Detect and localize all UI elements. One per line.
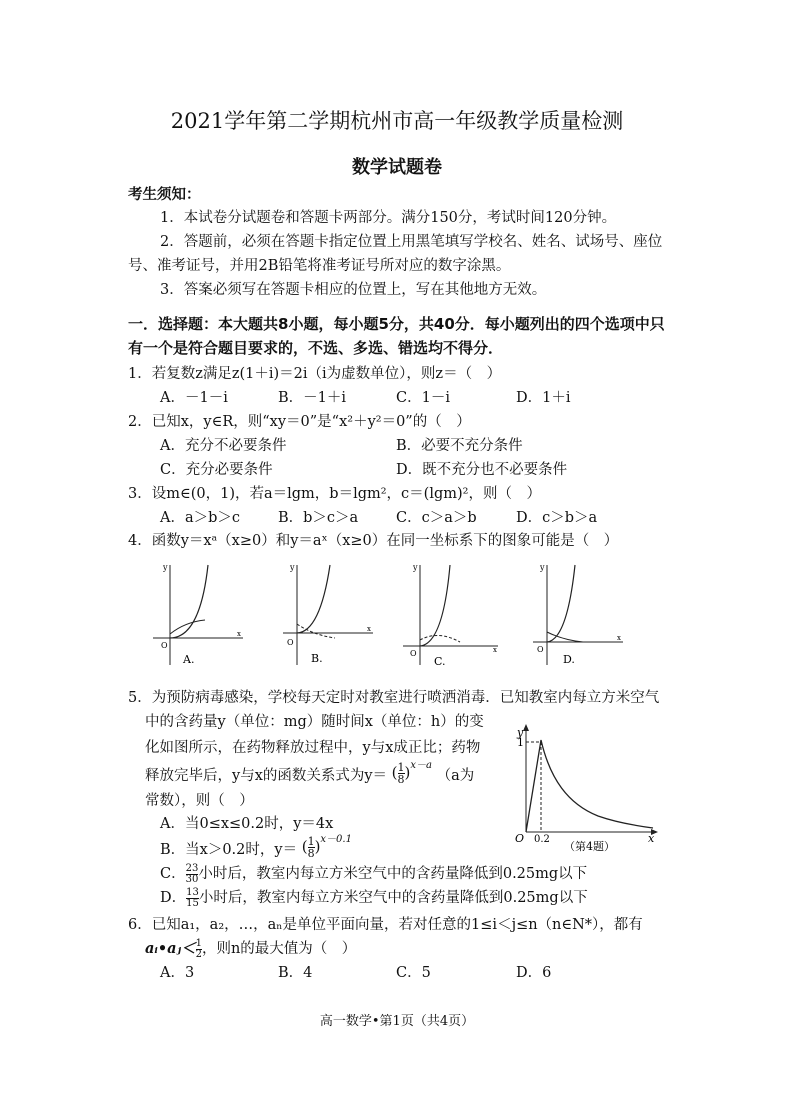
q4-b-x-label: x (367, 625, 371, 633)
q5-fig-origin: O (515, 832, 525, 845)
q1-option-c: C．1－i (396, 390, 450, 406)
q4-graph-label-b: B. (311, 652, 323, 665)
q4-graph-d (525, 560, 625, 670)
q6-option-a: A．3 (160, 965, 195, 981)
q4-c-y-label: y (413, 563, 418, 572)
q4-graph-b (275, 560, 375, 670)
q2-option-c: C．充分必要条件 (160, 462, 273, 478)
q2-stem: 2．已知x，y∈R，则“xy＝0”是“x²＋y²＝0”的（ ） (128, 414, 471, 430)
q6-option-b: B．4 (278, 965, 313, 981)
q5-line-1: 5．为预防病毒感染，学校每天定时对教室进行喷洒消毒．已知教室内每立方米空气 (128, 690, 660, 706)
notice-line-4: 3．答案必须写在答题卡相应的位置上，写在其他地方无效。 (160, 282, 547, 298)
q4-a-origin: O (161, 641, 168, 650)
section-heading-line-1: 一．选择题：本大题共8小题，每小题5分，共40分．每小题列出的四个选项中只 (128, 315, 665, 333)
notice-line-3: 号、准考证号，并用2B铅笔将准考证号所对应的数字涂黑。 (128, 258, 511, 274)
q4-d-origin: O (537, 645, 544, 654)
q5-fig-x: x (648, 832, 655, 845)
q4-graph-label-a: A. (183, 653, 195, 666)
q5-option-a: A．当0≤x≤0.2时，y＝4x (160, 816, 334, 832)
q4-stem: 4．函数y＝xᵃ（x≥0）和y＝aˣ（x≥0）在同一坐标系下的图象可能是（ ） (128, 533, 619, 549)
q3-option-b: B．b＞c＞a (278, 510, 359, 526)
q6-line-2: aᵢ•aⱼ＜ $\frac{1}{2}$ ，则n的最大值为（ ） (145, 937, 357, 960)
q5-option-b: B．当x＞0.2时，y＝ ( $\frac{1}{8}$ )$^{x-0.1}$ (160, 834, 352, 861)
q4-d-x-label: x (617, 634, 621, 642)
q1-option-a: A．－1－i (160, 390, 228, 406)
q5-fig-caption: （第4题） (564, 840, 615, 853)
q5-option-d: D． $\frac{13}{15}$ 小时后，教室内每立方米空气中的含药量降低到0.25mg以下 (160, 886, 588, 909)
q4-b-y-label: y (290, 563, 295, 572)
q4-graph-a (145, 560, 245, 670)
q5-fig-y: y (517, 726, 524, 739)
q5-line-3: 化如图所示，在药物释放过程中，y与x成正比；药物 (145, 740, 481, 756)
q3-stem: 3．设m∈(0，1)，若a＝lgm，b＝lgm²，c＝(lgm)²，则（ ） (128, 486, 541, 502)
q4-graph-label-c: C. (434, 655, 446, 668)
notice-line-1: 1．本试卷分试题卷和答题卡两部分。满分150分，考试时间120分钟。 (160, 210, 617, 226)
q4-c-x-label: x (493, 646, 497, 654)
q4-b-origin: O (287, 638, 294, 647)
q5-fig-tick: 0.2 (534, 834, 550, 845)
q5-line-2: 中的含药量y（单位：mg）随时间x（单位：h）的变 (145, 714, 484, 730)
q2-option-b: B．必要不充分条件 (396, 438, 523, 454)
notice-heading: 考生须知： (128, 187, 201, 203)
q5-figure (508, 724, 658, 854)
q4-c-origin: O (410, 649, 417, 658)
q1-option-b: B．－1＋i (278, 390, 347, 406)
q1-option-d: D．1＋i (516, 390, 571, 406)
q4-graph-label-d: D. (563, 653, 575, 666)
q2-option-d: D．既不充分也不必要条件 (396, 462, 568, 478)
q3-option-a: A．a＞b＞c (160, 510, 241, 526)
page-subtitle: 数学试题卷 (352, 157, 442, 178)
section-heading-line-2: 有一个是符合题目要求的，不选、多选、错选均不得分． (128, 339, 504, 357)
q5-line-5: 常数），则（ ） (145, 793, 254, 809)
q4-a-x-label: x (237, 630, 241, 638)
q6-option-c: C．5 (396, 965, 431, 981)
q5-fig-one: 1 (517, 736, 524, 749)
q3-option-d: D．c＞b＞a (516, 510, 598, 526)
q4-a-y-label: y (163, 563, 168, 572)
q5-option-c: C． $\frac{23}{30}$ 小时后，教室内每立方米空气中的含药量降低到0.25mg以下 (160, 862, 588, 885)
page-title: 2021学年第二学期杭州市高一年级教学质量检测 (170, 109, 624, 133)
page-footer: 高一数学•第1页（共4页） (319, 1014, 475, 1029)
q3-option-c: C．c＞a＞b (396, 510, 477, 526)
q1-stem: 1．若复数z满足z(1＋i)＝2i（i为虚数单位），则z＝（ ） (128, 366, 502, 382)
q5-line-4: 释放完毕后，y与x的函数关系式为y＝ ( $\frac{1}{8}$ )$^{x-a}$ （a为 (145, 760, 475, 787)
q4-d-y-label: y (540, 563, 545, 572)
notice-line-2: 2．答题前，必须在答题卡指定位置上用黑笔填写学校名、姓名、试场号、座位 (160, 234, 663, 250)
q6-line-1: 6．已知a₁，a₂，…，aₙ是单位平面向量，若对任意的1≤i＜j≤n（n∈N*），都有 (128, 917, 643, 933)
q6-option-d: D．6 (516, 965, 552, 981)
q2-option-a: A．充分不必要条件 (160, 438, 287, 454)
q4-graph-c (398, 560, 503, 670)
